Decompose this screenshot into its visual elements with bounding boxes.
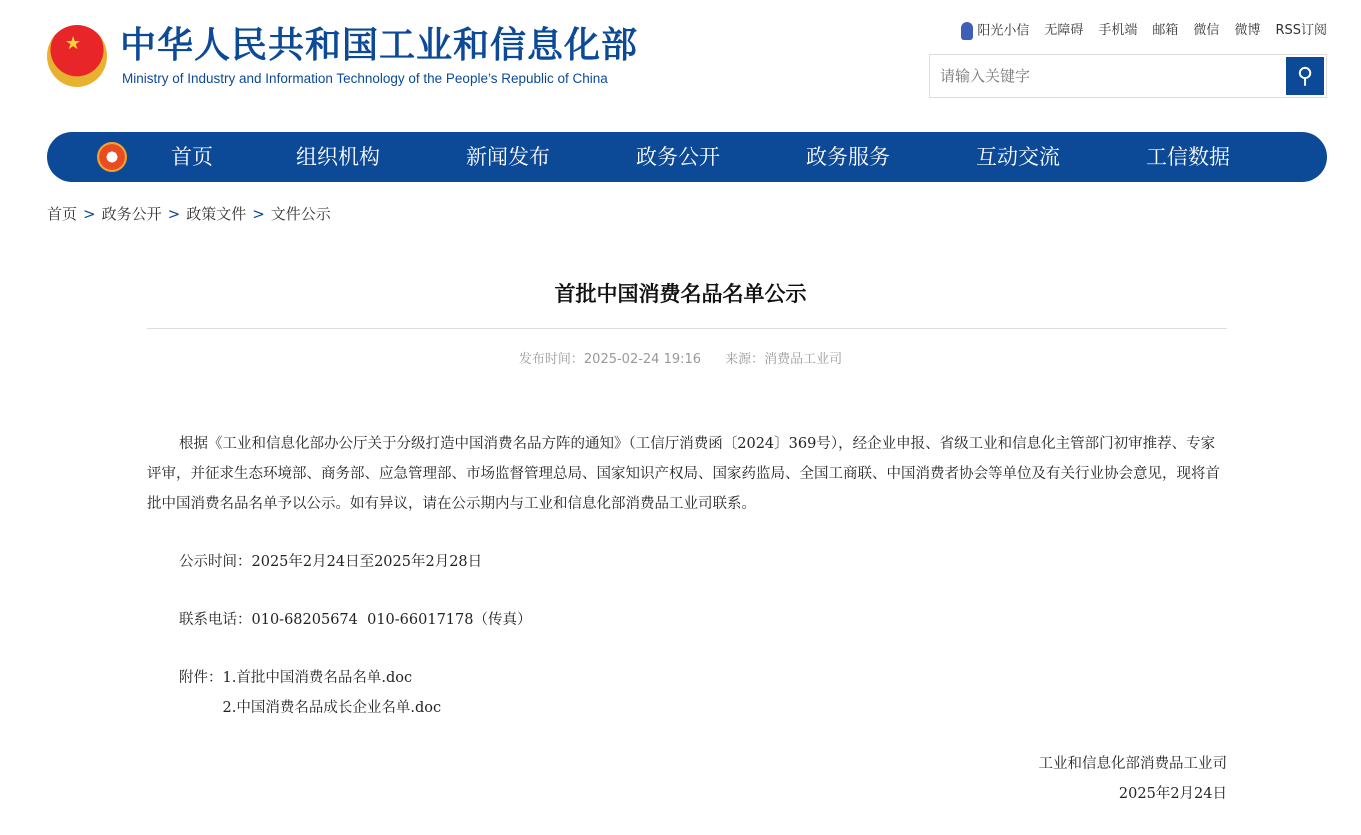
national-emblem-logo: ★ (47, 25, 107, 87)
source: 来源：消费品工业司 (725, 352, 843, 367)
search-box (929, 54, 1327, 98)
search-input[interactable] (930, 55, 1284, 97)
attachment-link-1[interactable]: 1.首批中国消费名品名单.doc (222, 670, 413, 686)
top-links (961, 22, 1327, 41)
breadcrumb-policy[interactable]: 政策文件 (186, 205, 247, 223)
attachment-link-2[interactable]: 2.中国消费名品成长企业名单.doc (222, 700, 442, 716)
article-meta (0, 348, 1361, 367)
search-button[interactable] (1286, 57, 1324, 95)
breadcrumb-notice[interactable]: 文件公示 (270, 205, 331, 223)
robot-icon (961, 22, 973, 40)
article-paragraph: 根据《工业和信息化部办公厅关于分级打造中国消费名品方阵的通知》（工信厅消费函〔2024〕369号），经企业申报、省级工业和信息化主管部门初审推荐、专家评审，并征求生态环境部、商务部、应急管理部、市场监督管理总局、国家知识产权局、国家药监局、全国工商联、中国消费者协会等单位及有关行业协会意见，现将首批中国消费名品名单予以公示。如有异议，请在公示期内与工业和信息化部消费品工业司联系。 (147, 436, 1220, 512)
site-title: 中华人民共和国工业和信息化部 (120, 25, 639, 66)
attachments (147, 663, 1227, 723)
nav-logo-icon (97, 142, 127, 172)
top-link-wechat[interactable]: 微信 (1193, 23, 1220, 39)
signature: 工业和信息化部消费品工业司 (1038, 756, 1227, 772)
signature-date: 2025年2月24日 (1118, 786, 1227, 802)
label: 阳光小信 (977, 23, 1030, 39)
main-nav (47, 132, 1327, 182)
nav-government-affairs[interactable]: 政务公开 (636, 145, 720, 169)
nav-data[interactable]: 工信数据 (1146, 145, 1230, 169)
article-content (147, 429, 1227, 809)
site-title-en: Ministry of Industry and Information Technology of the People’s Republic of China (122, 71, 608, 86)
breadcrumb-home[interactable]: 首页 (47, 205, 78, 223)
search-icon: ⚲ (1296, 63, 1314, 88)
breadcrumb: 首页 > 政务公开 > 政策文件 > 文件公示 (47, 205, 331, 223)
notice-period: 公示时间：2025年2月24日至2025年2月28日 (179, 554, 483, 570)
top-link-accessibility[interactable]: 无障碍 (1044, 23, 1084, 39)
nav-news[interactable]: 新闻发布 (466, 145, 550, 169)
nav-services[interactable]: 政务服务 (806, 145, 890, 169)
top-link-weibo[interactable]: 微博 (1234, 23, 1261, 39)
publish-time: 发布时间：2025-02-24 19:16 (518, 352, 702, 367)
divider (147, 328, 1227, 329)
breadcrumb-gov[interactable]: 政务公开 (101, 205, 162, 223)
top-link-rss[interactable]: RSS订阅 (1275, 23, 1327, 39)
top-link-mobile[interactable]: 手机端 (1098, 23, 1138, 39)
attachment-label: 附件： (179, 670, 223, 686)
nav-home[interactable]: 首页 (171, 145, 213, 169)
top-link-mail[interactable]: 邮箱 (1152, 23, 1179, 39)
contact-phone: 联系电话：010-68205674 010-66017178（传真） (179, 612, 532, 628)
top-link-sunshine[interactable] (961, 22, 1029, 41)
nav-organization[interactable]: 组织机构 (296, 145, 380, 169)
nav-interaction[interactable]: 互动交流 (976, 145, 1060, 169)
article-title: 首批中国消费名品名单公示 (554, 282, 807, 306)
